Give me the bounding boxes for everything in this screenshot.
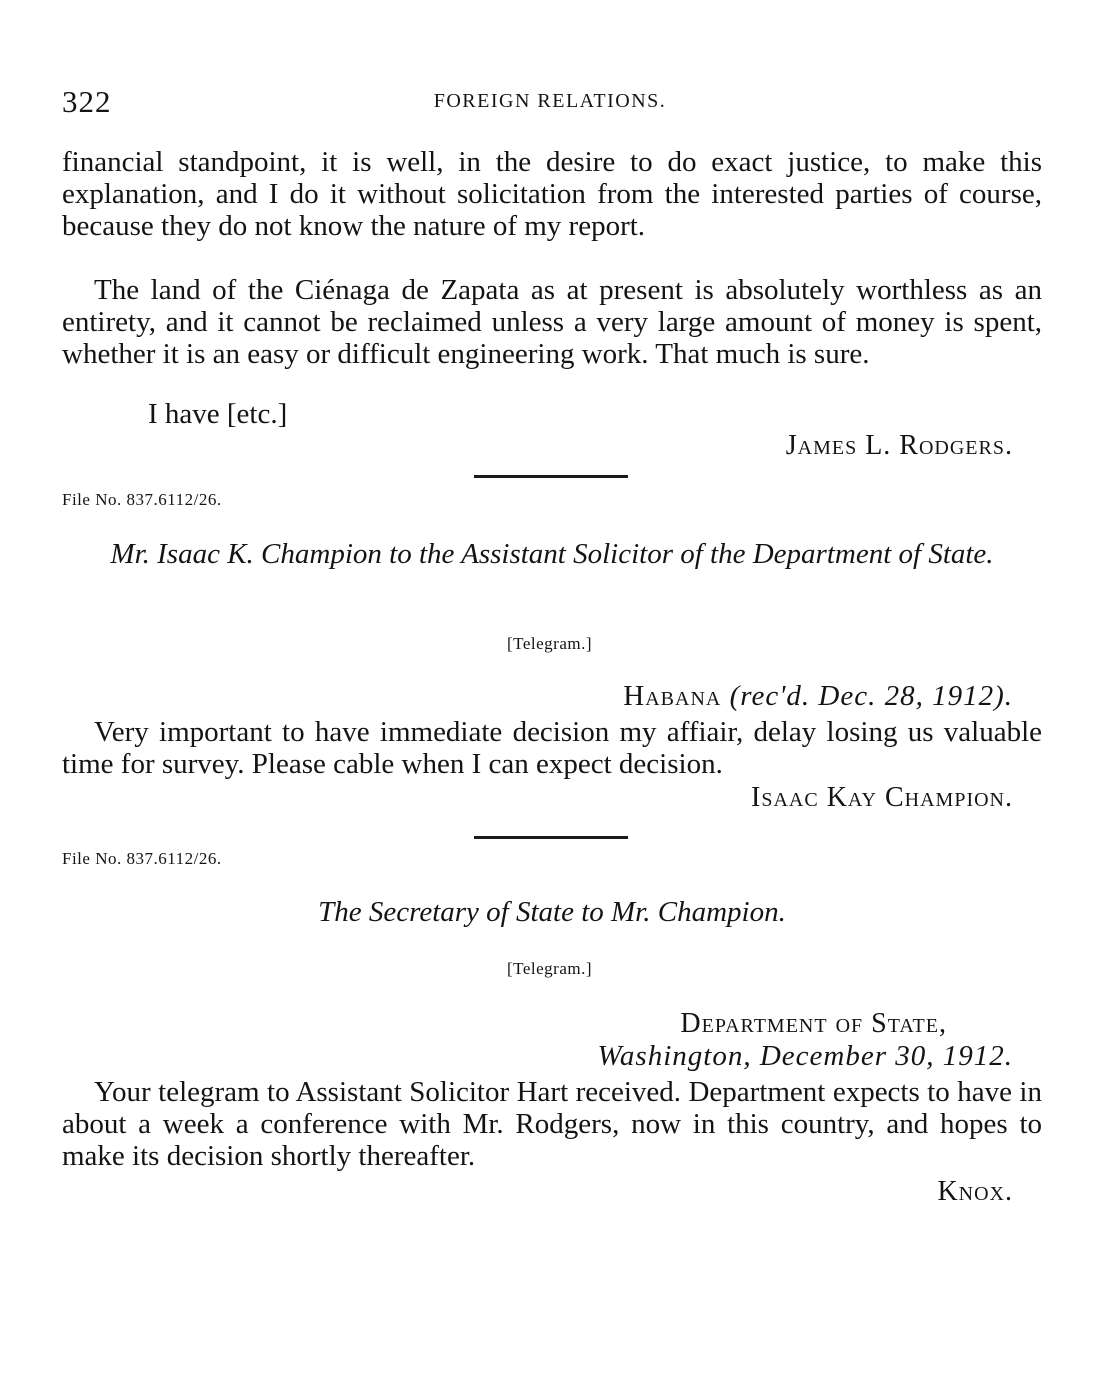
file-number: File No. 837.6112/26.: [62, 490, 222, 509]
dateline: [623, 680, 1013, 713]
telegram-label: [Telegram.]: [506, 959, 592, 978]
dateline-date: (rec'd. Dec. 28, 1912).: [729, 680, 1013, 712]
section-divider: [474, 475, 628, 478]
dateline-place: Habana: [623, 680, 722, 712]
file-number: File No. 837.6112/26.: [62, 849, 222, 868]
signature-knox: Knox.: [937, 1176, 1013, 1207]
signature-rodgers: James L. Rodgers.: [785, 430, 1013, 461]
closing-salutation: I have [etc.]: [148, 398, 288, 430]
dateline-place: Department of State,: [680, 1008, 947, 1039]
document-heading: The Secretary of State to Mr. Champion.: [318, 896, 786, 928]
section-divider: [474, 836, 628, 839]
signature-champion: Isaac Kay Champion.: [751, 782, 1013, 813]
report-paragraph-zapata: The land of the Ciénaga de Zapata as at present is absolutely worthless as an entirety, and it cannot be reclaimed unless a very large amount of money is spent, whether it is an easy or difficult engineering work. That much is sure.: [62, 274, 1042, 370]
document-heading: Mr. Isaac K. Champion to the Assistant Solicitor of the Department of State.: [110, 538, 994, 570]
page-number: 322: [62, 84, 112, 119]
report-paragraph-continued: financial standpoint, it is well, in the desire to do exact justice, to make this explanation, and I do it without solicitation from the interested parties of course, because they do not know the nature of my report.: [62, 146, 1042, 242]
dateline-date: Washington, December 30, 1912.: [597, 1040, 1013, 1072]
running-head: [62, 84, 1038, 124]
telegram-label: [Telegram.]: [506, 634, 592, 653]
running-title: FOREIGN RELATIONS.: [433, 90, 667, 112]
telegram-body: Very important to have immediate decision my affiair, delay losing us valuable time for survey. Please cable when I can expect decision.: [62, 716, 1042, 780]
telegram-body: Your telegram to Assistant Solicitor Hart received. Department expects to have in about a week a conference with Mr. Rodgers, now in this country, and hopes to make its decision shortly thereafter.: [62, 1076, 1042, 1172]
